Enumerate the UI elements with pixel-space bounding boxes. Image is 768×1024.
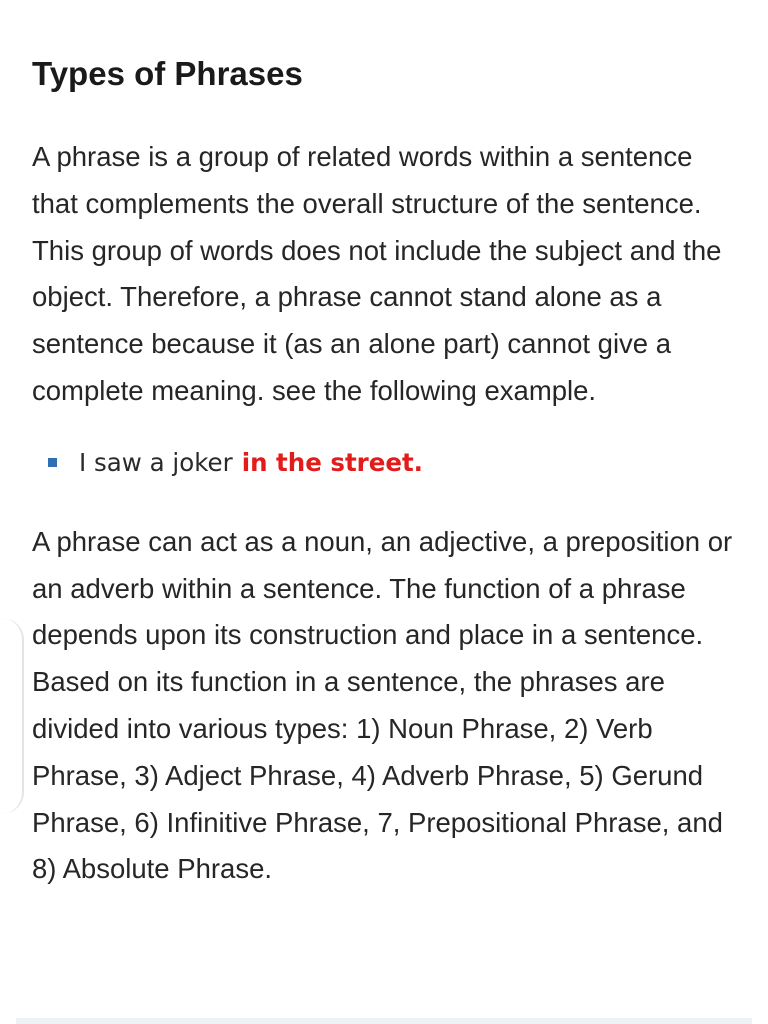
- example-text: I saw a joker: [79, 447, 233, 477]
- intro-paragraph: A phrase is a group of related words within a sentence that complements the overall structure of the sentence. This group of words does not include the subject and the object. Therefore, a phrase cannot stand alone as a sentence because it (as an alone part) cannot give a complete meaning. see the following example.: [32, 141, 722, 406]
- types-paragraph: A phrase can act as a noun, an adjective, a preposition or an adverb within a sentence. The function of a phrase depends upon its construction and place in a sentence. Based on its function in a sentence, the phrases are divided into various types: 1) Noun Phrase, 2) Verb Phrase, 3) Adject Phrase, 4) Adverb Phrase, 5) Gerund Phrase, 6) Infinitive Phrase, 7, Prepositional Phrase, and 8) Absolute Phrase.: [32, 525, 733, 885]
- side-swipe-handle[interactable]: [0, 618, 24, 814]
- bottom-divider: [16, 1018, 752, 1024]
- square-bullet-icon: [48, 458, 57, 467]
- example-highlight: in the street.: [241, 447, 423, 477]
- list-item: [48, 441, 744, 485]
- article: [32, 52, 744, 893]
- article-title: Types of Phrases: [32, 55, 303, 92]
- example-list: [32, 441, 744, 485]
